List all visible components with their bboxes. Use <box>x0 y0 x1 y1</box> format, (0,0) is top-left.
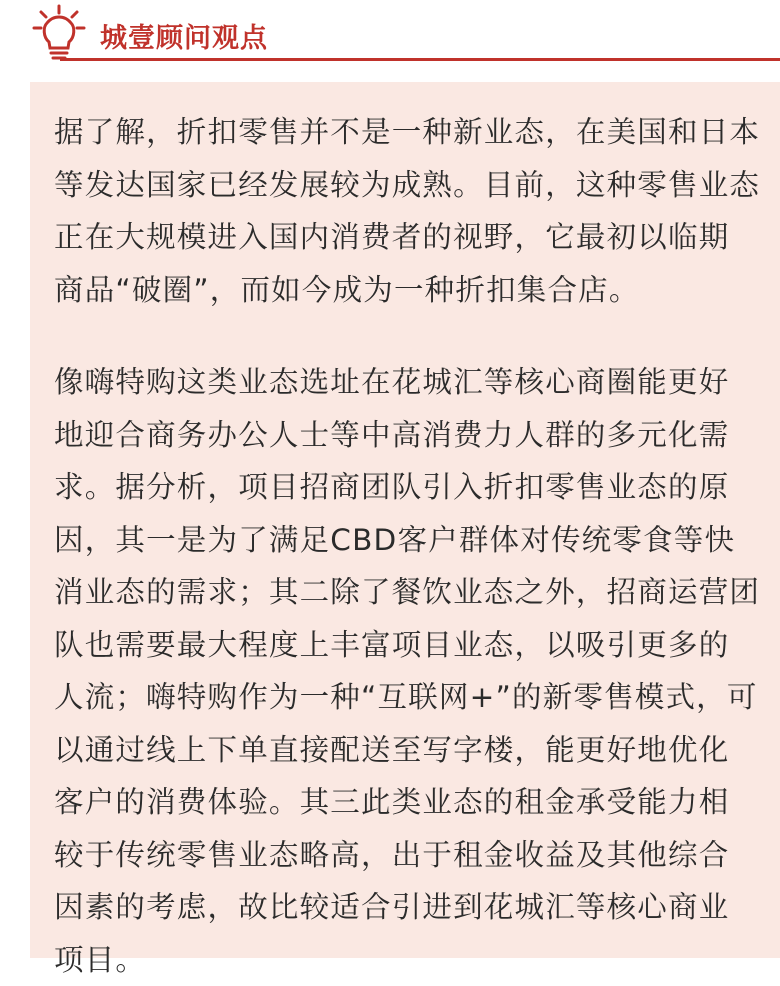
text-line: 商品“破圈”，而如今成为一种折扣集合店。 <box>54 264 744 317</box>
text-line: 求。据分析，项目招商团队引入折扣零售业态的原 <box>54 461 744 514</box>
header-divider <box>60 58 780 61</box>
text-line: 人流；嗨特购作为一种“互联网+”的新零售模式，可 <box>54 671 744 724</box>
lightbulb-icon <box>30 4 88 64</box>
text-line: 正在大规模进入国内消费者的视野，它最初以临期 <box>54 211 744 264</box>
text-line: 项目。 <box>54 934 744 986</box>
text-line: 因，其一是为了满足CBD客户群体对传统零食等快 <box>54 514 744 567</box>
text-line: 地迎合商务办公人士等中高消费力人群的多元化需 <box>54 409 744 462</box>
text-line: 消业态的需求；其二除了餐饮业态之外，招商运营团 <box>54 566 744 619</box>
section-title: 城壹顾问观点 <box>100 16 268 55</box>
text-line: 较于传统零售业态略高，出于租金收益及其他综合 <box>54 829 744 882</box>
text-line: 等发达国家已经发展较为成熟。目前，这种零售业态 <box>54 159 744 212</box>
text-line: 因素的考虑，故比较适合引进到花城汇等核心商业 <box>54 881 744 934</box>
text-line: 以通过线上下单直接配送至写字楼，能更好地优化 <box>54 724 744 777</box>
text-line: 队也需要最大程度上丰富项目业态，以吸引更多的 <box>54 619 744 672</box>
paragraph-1 <box>54 106 744 316</box>
text-line: 据了解，折扣零售并不是一种新业态，在美国和日本 <box>54 106 744 159</box>
text-line: 客户的消费体验。其三此类业态的租金承受能力相 <box>54 776 744 829</box>
text-line: 像嗨特购这类业态选址在花城汇等核心商圈能更好 <box>54 356 744 409</box>
paragraph-2 <box>54 356 744 986</box>
section-header <box>0 0 780 70</box>
